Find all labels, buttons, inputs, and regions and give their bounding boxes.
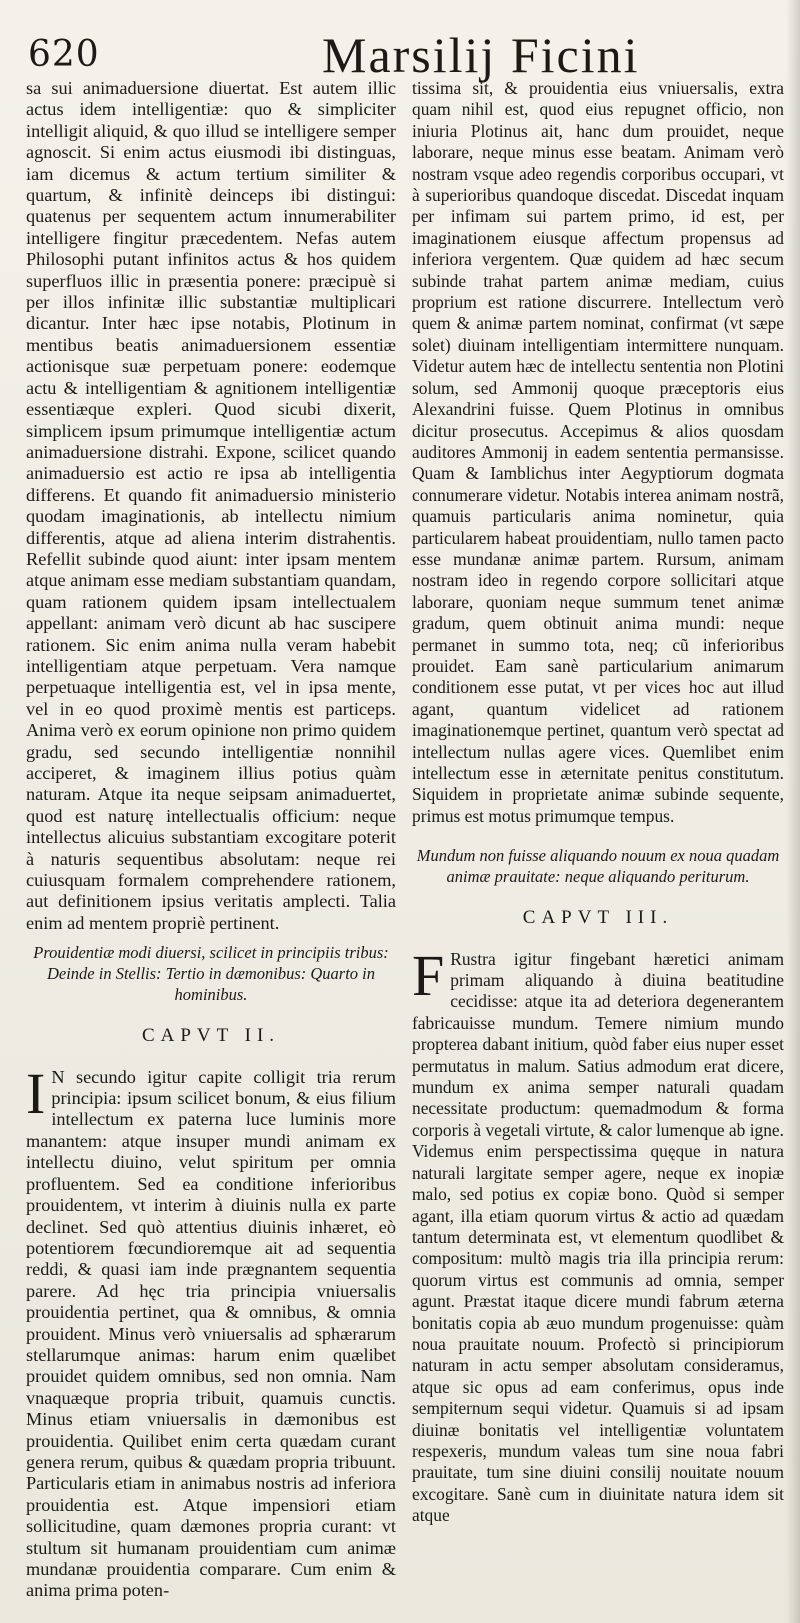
dropcap-initial: I <box>26 1060 46 1126</box>
left-paragraph-1: sa sui animaduersione diuertat. Est autem illic actus idem intelligentiæ: quo & simpliciter intelligit aliquid, & quo illud se intelligere semper agnoscit. Si enim actus eiusmodi ibi distinguas, iam dicemus & actum tertium similiter & quartum, & infinitè deinceps ibi distingui: quatenus per sequentem actum innumerabiliter intelligere fingitur præcedentem. Nefas autem Philosophi putant infinitos actus & hos quidem superfluos illic in præsentia ponere: præcipuè si per illos infinitæ illic substantiæ multiplicari dicantur. Inter hæc ipse notabis, Plotinum in mentibus beatis animaduersionem essentiæ actionisque suæ perpetuam ponere: eodemque actu & intelligentiam & agnitionem intelligentiæ essentiæque expleri. Quod sicubi dixerit, simplicem ipsum primumque intelligentiæ actum animaduersione distrahi. Expone, scilicet quando animaduersio est actio re ipsa ab intelligentia differens. Et quando fit animaduersio ministerio quodam imaginationis, ab intellectu nimium differentis, atque ad aliena interim distrahentis. Refellit subinde quod aiunt: inter ipsam mentem atque animam esse mediam substantiam quandam, quam rationem quidem ipsam intellectualem appellant: animam verò dicunt ab hac suscipere rationem. Sic enim anima nulla veram habebit intelligentiam atque perpetuam. Vera namque perpetuaque intelligentia est, vel in ipsa mente, vel in eo quod proximè mentis est particeps. Anima verò ex eorum opinione non primo quidem gradu, sed secundo intelligentiæ nonnihil acciperet, & imaginem illius potius quàm naturam. Atque ita neque seipsam animaduertet, quod est naturę intellectualis officium: neque intellectus alicuius substantiam excogitare poterit à naturis sequentibus absolutam: neque rei cuiusquam formalem comprehendere rationem, aut definitionem ipsius veritatis amplecti. Talia enim ad mentem propriè pertinent. <box>26 78 396 933</box>
right-paragraph-2-text: Rustra igitur fingebant hæretici animam primam aliquando à diuina beatitudine cecidisse: atque ita ad deteriora degenerantem fabricauisse mundum. Temere nimium mundo propterea dabant initium, quòd faber eius nuper esset permutatus in malum. Satius admodum erat dicere, mundum ex anima semper naturali quadam necessitate productum: quemadmodum & forma corporis à vegetali virtute, & calor lumenque ab igne. Videmus enim perspectissima quęque in natura naturali largitate semper agere, neque ex inopiæ malo, sed potius ex copiæ bono. Quòd si semper agant, illa etiam quorum virtus & actio ad quædam tantum determinata est, vt elementum quodlibet & compositum: multò magis tria illa principia rerum: quorum virtus est communis ad omnia, semper agunt. Præstat itaque dicere mundi fabrum æterna bonitatis copia ab æuo mundum progenuisse: quàm noua prauitate nouum. Profectò si principiorum naturam in actu semper absolutam consideramus, atque sic opus ad eam conferimus, opus inde sempiternum sequi videtur. Quamuis si ad ipsam diuinæ bonitatis vel intelligentiæ voluntatem respexeris, mundum valeas tum sine noua fabri prauitate, tum sine diuini consilij nouitate nouum excogitare. Sanè cum in diuinitate natura idem sit atque <box>412 948 784 1526</box>
right-paragraph-2 <box>412 942 784 1527</box>
left-marginal-gloss: Prouidentiæ modi diuersi, scilicet in principiis tribus: Deinde in Stellis: Tertio in dæmonibus: Quarto in hominibus. <box>33 943 389 1005</box>
chapter-heading-2: CAPVT II. <box>141 1025 281 1047</box>
running-head: Marsilij Ficini <box>322 27 640 83</box>
right-column <box>412 78 784 1527</box>
dropcap-initial: F <box>412 942 445 1008</box>
chapter-heading-3: CAPVT III. <box>522 907 674 929</box>
right-marginal-gloss: Mundum non fuisse aliquando nouum ex noua quadam animæ prauitate: neque aliquando periturum. <box>416 846 780 887</box>
page-edge-shadow <box>786 0 800 1623</box>
right-paragraph-1: tissima sit, & prouidentia eius vniuersalis, extra quam nihil est, quod eius repugnet officio, non iniuria Plotinus ait, hanc dum prouidet, neque laborare, neque minus esse beatam. Animam verò nostram vsque adeo regendis corporibus occupari, vt à superioribus quandoque discedat. Discedat inquam per infimam sui partem primo, id est, per imaginationem eiusque affectum propensus ad inferiora vergentem. Quæ quidem ad hæc secum subinde trahat partem animæ mediam, cuius proprium est ratione discurrere. Intellectum verò quem & animæ partem nominat, confirmat (vt sæpe solet) diuinam intelligentiam intermittere nunquam. Videtur autem hæc de intellectu sententia non Plotini solum, sed Ammonij quoque præceptoris eius Alexandrini fuisse. Quem Plotinus in omnibus dicitur prosecutus. Accepimus & alios quosdam auditores Ammonij in eadem sententia permansisse. Quam & Iamblichus inter Aegyptiorum dogmata connumerare videtur. Notabis interea animam nostrã, quamuis particularis anima nominetur, quia particularem habeat prouidentiam, nullo tamen pacto esse mundanæ animæ partem. Rursum, animam nostram ideo in regendo corpore sollicitari atque laborare, quoniam neque summum tenet animæ gradum, quem obtinuit anima mundi: neque permanet in summo tota, neq; cũ inferioribus prouidet. Eam sanè particularium animarum conditionem esse putat, vt per vices hoc aut illud agant, quantum videlicet ad rationem imaginationemque pertinet, quantum verò spectat ad intellectum nullas agere vices. Quemlibet enim intellectum esse in æternitate penitus constitutum. Siquidem in proprietate animæ subinde sequente, primus est motus primumque tempus. <box>412 78 784 826</box>
page-number: 620 <box>28 34 100 75</box>
left-column <box>26 78 396 1602</box>
left-paragraph-2 <box>26 1060 396 1602</box>
left-paragraph-2-text: N secundo igitur capite colligit tria rerum principia: ipsum scilicet bonum, & eius filium intellectum ex paterna luce luminis more manantem: atque insuper mundi animam ex intellectu diuino, velut spiritum per omnia profluentem. Sed ea conditione inferioribus prouidentem, vt interim à diuinis nulla ex parte declinet. Sed quò attentius diuinis inhæret, eò potentiorem fœcundioremque ait ad sequentia reddi, & quasi iam inde prægnantem sequentia parere. Ad hęc tria principia vniuersalis prouidentia pertinet, qua & omnibus, & omnia prouident. Minus verò vniuersalis ad sphærarum stellarumque animas: harum enim quælibet prouidet quidem omnibus, sed non omnia. Nam vnaquæque propria tribuit, quamuis cunctis. Minus etiam vniuersalis in dæmonibus est prouidentia. Quilibet enim certa quædam curant genera rerum, quibus & quædam propria tribuunt. Particularis etiam in animabus nostris ad inferiora prouidentia est. Atque impensiori etiam sollicitudine, quam dæmones propria curant: vt stultum sit humanam prouidentiam cum animæ mundanæ prouidentia comparare. Cum enim & anima prima poten- <box>26 1066 396 1601</box>
